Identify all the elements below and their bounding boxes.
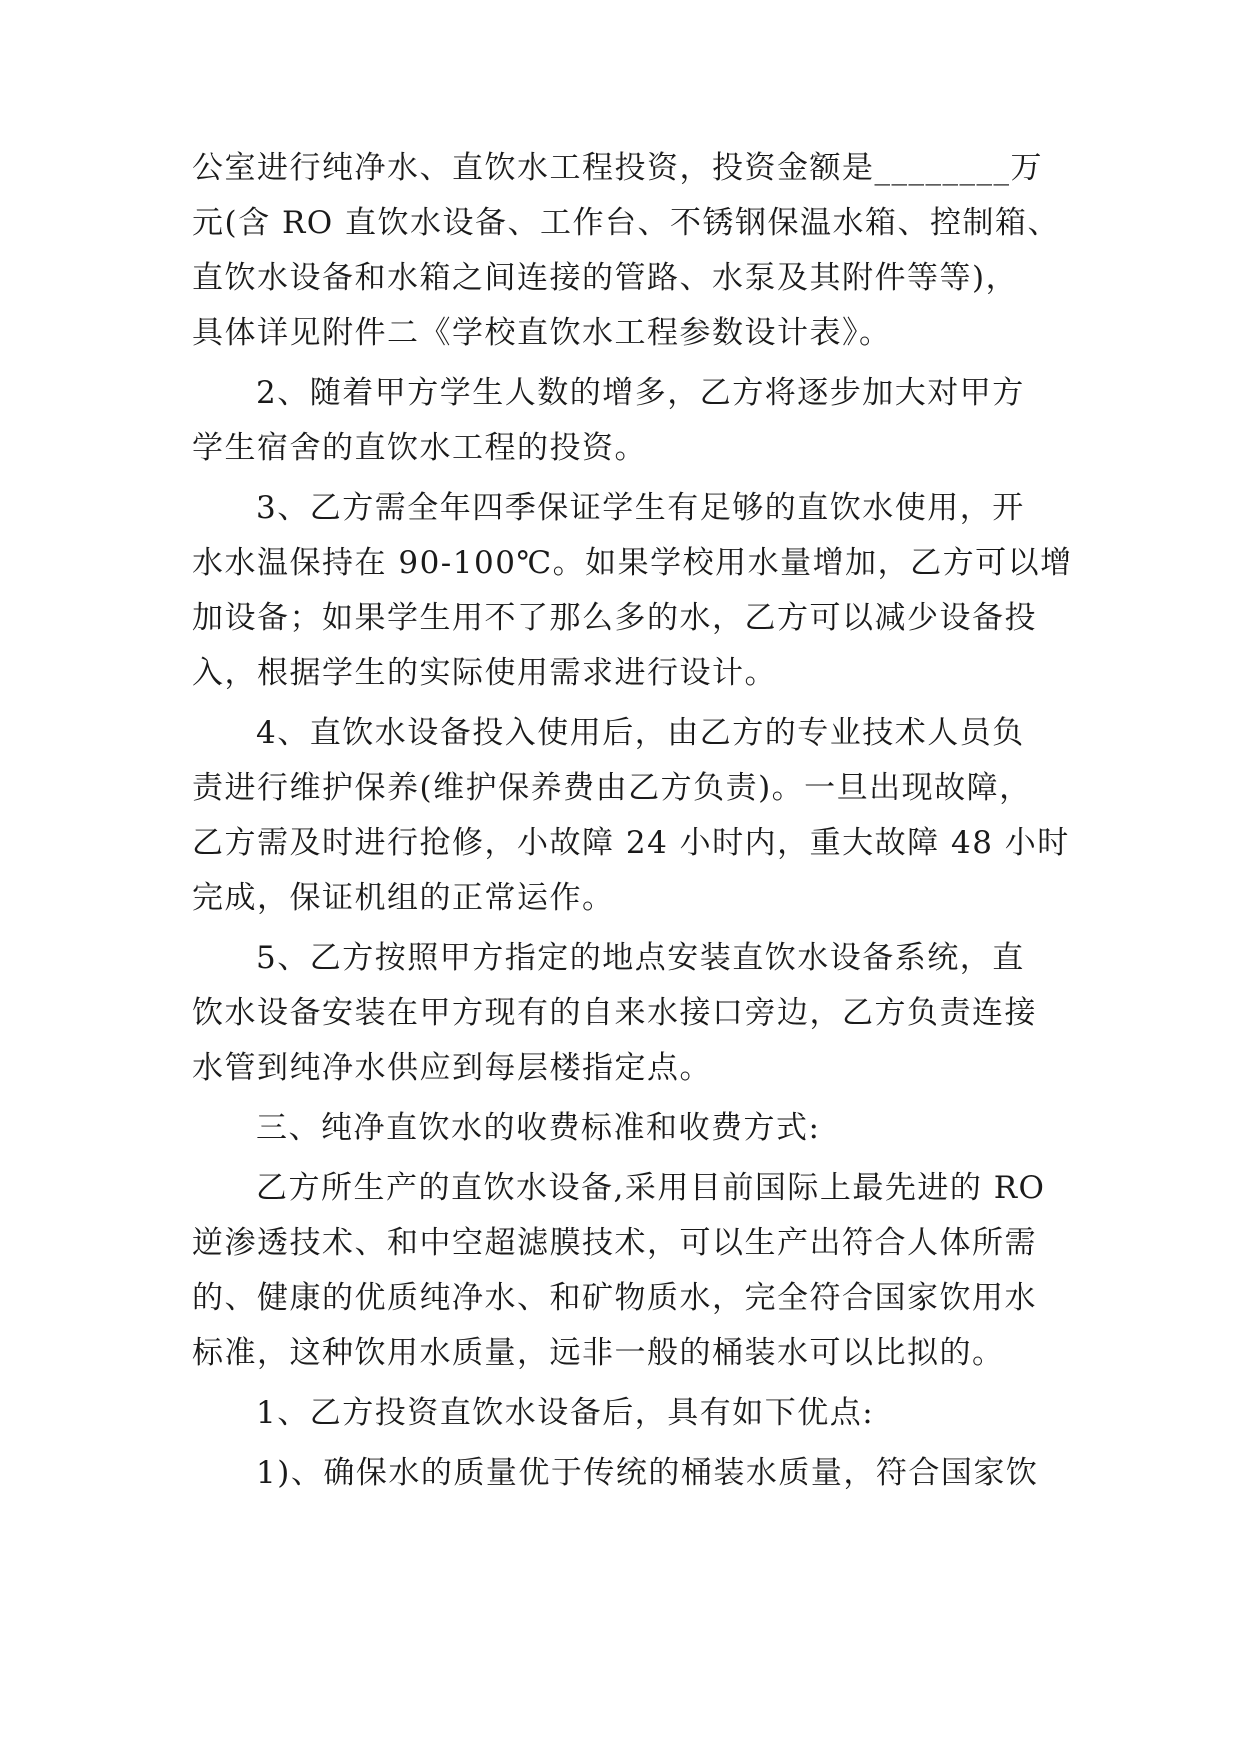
text-line: 元(含 RO 直饮水设备、工作台、不锈钢保温水箱、控制箱、 — [192, 205, 1061, 241]
paragraph-first-line: 5、乙方按照甲方指定的地点安装直饮水设备系统，直 — [256, 940, 1025, 976]
text-line: 入，根据学生的实际使用需求进行设计。 — [192, 655, 777, 691]
paragraph-first-line: 1)、确保水的质量优于传统的桶装水质量，符合国家饮 — [256, 1455, 1039, 1491]
paragraph-first-line: 1、乙方投资直饮水设备后，具有如下优点: — [256, 1395, 875, 1431]
paragraph-first-line: 4、直饮水设备投入使用后，由乙方的专业技术人员负 — [256, 715, 1025, 751]
text-line: 饮水设备安装在甲方现有的自来水接口旁边，乙方负责连接 — [192, 995, 1037, 1031]
text-line: 责进行维护保养(维护保养费由乙方负责)。一旦出现故障， — [192, 770, 1032, 806]
text-line: 水水温保持在 90-100℃。如果学校用水量增加，乙方可以增 — [192, 545, 1073, 581]
paragraph-first-line: 3、乙方需全年四季保证学生有足够的直饮水使用，开 — [256, 490, 1025, 526]
text-line: 的、健康的优质纯净水、和矿物质水，完全符合国家饮用水 — [192, 1280, 1037, 1316]
text-line: 加设备；如果学生用不了那么多的水，乙方可以减少设备投 — [192, 600, 1037, 636]
section-heading: 三、纯净直饮水的收费标准和收费方式: — [256, 1110, 821, 1146]
text-line: 公室进行纯净水、直饮水工程投资，投资金额是________万 — [192, 150, 1043, 186]
text-line: 完成，保证机组的正常运作。 — [192, 880, 615, 916]
text-line: 水管到纯净水供应到每层楼指定点。 — [192, 1050, 712, 1086]
text-line: 具体详见附件二《学校直饮水工程参数设计表》。 — [192, 315, 892, 351]
paragraph-first-line: 2、随着甲方学生人数的增多，乙方将逐步加大对甲方 — [256, 375, 1025, 411]
paragraph-first-line: 乙方所生产的直饮水设备,采用目前国际上最先进的 RO — [256, 1170, 1046, 1206]
text-line: 学生宿舍的直饮水工程的投资。 — [192, 430, 647, 466]
text-line: 直饮水设备和水箱之间连接的管路、水泵及其附件等等)， — [192, 260, 1019, 296]
text-line: 乙方需及时进行抢修，小故障 24 小时内，重大故障 48 小时 — [192, 825, 1070, 861]
text-line: 逆渗透技术、和中空超滤膜技术，可以生产出符合人体所需 — [192, 1225, 1037, 1261]
text-line: 标准，这种饮用水质量，远非一般的桶装水可以比拟的。 — [192, 1335, 1005, 1371]
